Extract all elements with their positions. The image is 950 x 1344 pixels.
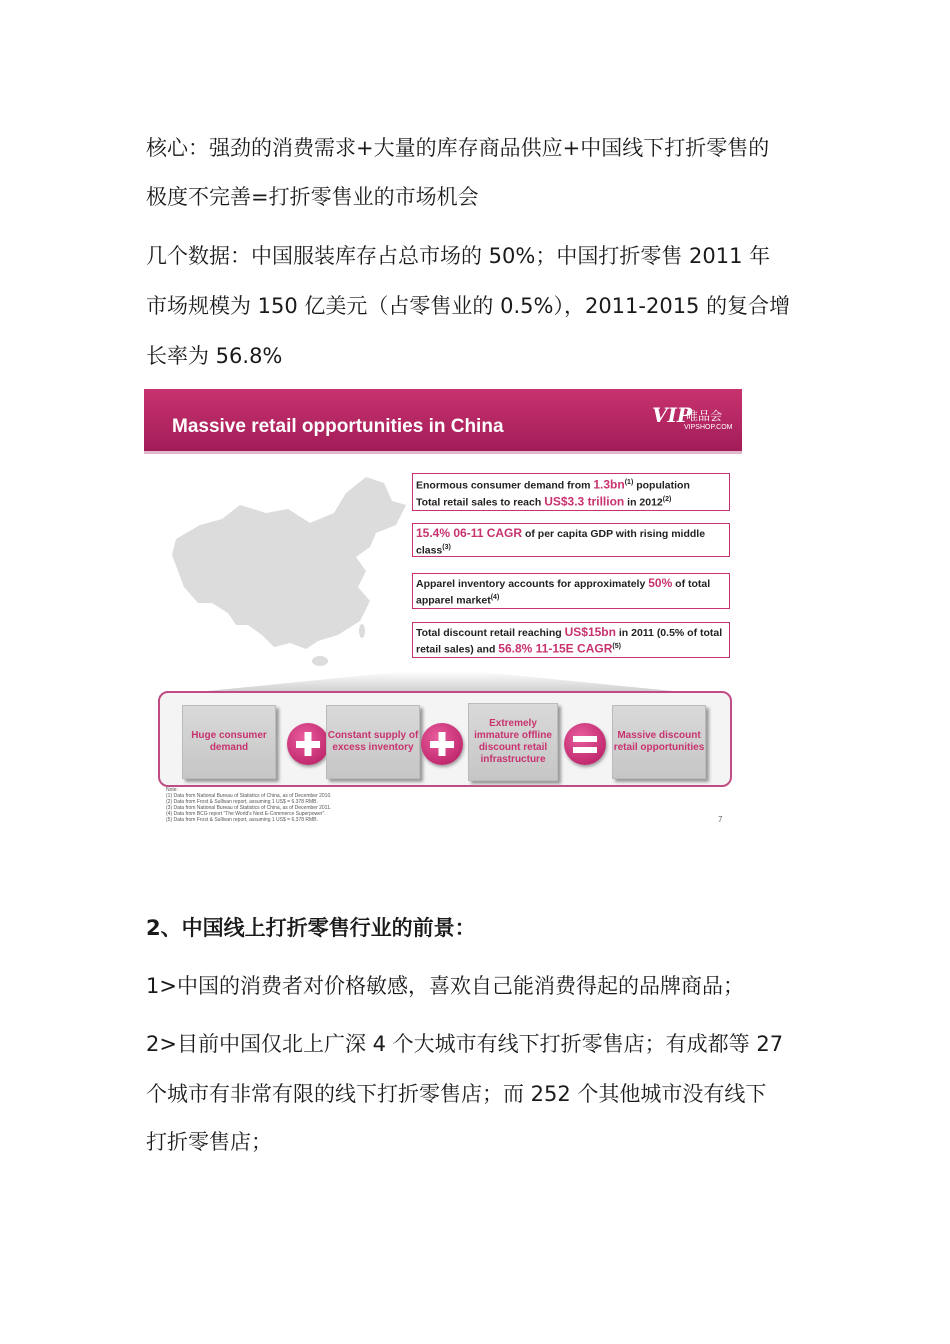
paragraph-line: 核心：强劲的消费需求+大量的库存商品供应+中国线下打折零售的: [146, 136, 770, 160]
card-immature-infrastructure: Extremely immature offline discount retail infrastructure: [468, 703, 558, 781]
fact-box-3: Apparel inventory accounts for approximately 50% of total apparel market$^{(4)}$: [412, 573, 730, 609]
slide-title: Massive retail opportunities in China: [172, 416, 504, 437]
list-item: 2>目前中国仅北上广深 4 个大城市有线下打折零售店；有成都等 27: [146, 1032, 784, 1056]
plus-icon: [421, 723, 463, 765]
slide-image: [144, 389, 742, 844]
paragraph-line: 几个数据：中国服装库存占总市场的 50%；中国打折零售 2011 年: [146, 244, 771, 268]
fact-box-4: Total discount retail reaching US$15bn in 2011 (0.5% of total retail sales) and 56.8% 11-15E CAGR$^{(5)}$: [412, 622, 730, 658]
card-consumer-demand: Huge consumer demand: [182, 705, 276, 779]
plus-icon: [287, 723, 329, 765]
slide-page-number: 7: [718, 815, 723, 824]
slide-notes: Note: (1) Data from National Bureau of Statistics of China, as of December 2010. (2) Data from Frost & Sullivan report, assuming 1 US$ = 6.378 RMB. (3) Data from National Bureau of Statistics of China, as of December 2011. (4) Data from BCG report "The World's Next E-Commerce Superpower". (5) Data from Frost & Sullivan report, assuming 1 US$ = 6.378 RMB.: [166, 787, 332, 823]
equals-icon: [564, 723, 606, 765]
list-item: 1>中国的消费者对价格敏感，喜欢自己能消费得起的品牌商品；: [146, 974, 744, 998]
paragraph-line: 市场规模为 150 亿美元（占零售业的 0.5%），2011-2015 的复合增: [146, 294, 791, 318]
section-heading: 2、中国线上打折零售行业的前景：: [146, 916, 476, 940]
paragraph-line: 极度不完善=打折零售业的市场机会: [146, 185, 479, 209]
equation-panel: [158, 691, 732, 787]
fact-box-2: 15.4% 06-11 CAGR of per capita GDP with rising middle class$^{(3)}$: [412, 523, 730, 557]
list-item: 打折零售店；: [146, 1130, 272, 1154]
china-map-icon: [170, 475, 408, 667]
down-arrow-icon: [208, 671, 672, 691]
slide-header: [144, 389, 742, 451]
paragraph-line: 长率为 56.8%: [146, 344, 283, 368]
card-excess-inventory: Constant supply of excess inventory: [326, 705, 420, 779]
fact-box-1: Enormous consumer demand from $1.3bn^{(1)}$ population Total retail sales to reach US$3.3 trillion in 2012$^{(2)}$: [412, 473, 730, 511]
list-item: 个城市有非常有限的线下打折零售店；而 252 个其他城市没有线下: [146, 1082, 767, 1106]
card-discount-opportunities: Massive discount retail opportunities: [612, 705, 706, 779]
vipshop-logo: VIP 唯品会 VIPSHOP.COM: [652, 403, 733, 431]
